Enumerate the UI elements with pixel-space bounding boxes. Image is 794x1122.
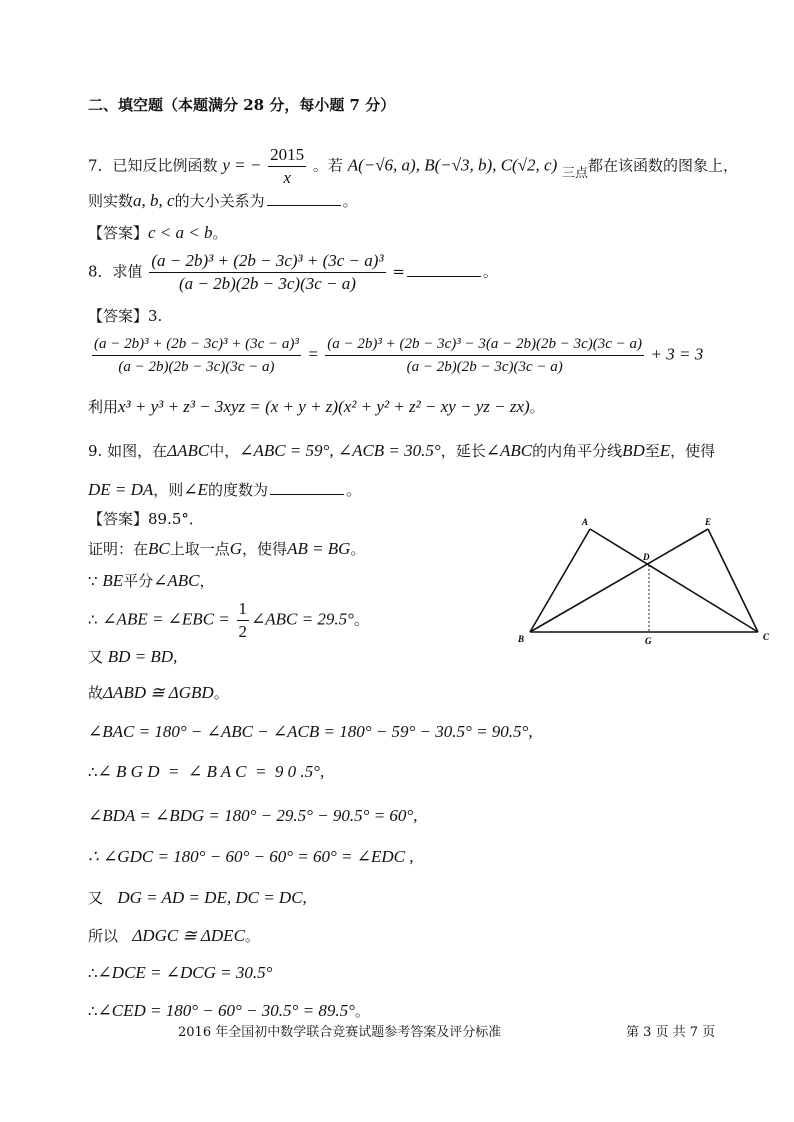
q7-points-suffix: 三点 xyxy=(562,165,589,181)
proof-math: ∠DCE = ∠DCG = 30.5° xyxy=(97,963,273,982)
q7-line2-tail: 的大小关系为 xyxy=(174,192,265,210)
q9-ext: ，延长 xyxy=(440,442,486,460)
q9-prefix: 9. 如图，在 xyxy=(88,442,168,460)
q8-eq: = xyxy=(392,262,405,281)
proof-text: ，使得 xyxy=(242,540,288,558)
q7-line2 xyxy=(88,189,358,212)
footer-page: 第 3 页 共 7 页 xyxy=(626,1025,716,1040)
q7-mid: 。若 xyxy=(312,156,343,175)
q8-answer-blank xyxy=(407,260,481,277)
label-a: A xyxy=(582,517,589,527)
q9-angle-abc: ∠ABC xyxy=(485,441,533,460)
label-e: E xyxy=(705,517,712,527)
proof-math: G xyxy=(229,539,243,558)
q9-line2-tail: 的度数为 xyxy=(207,481,268,499)
q7-frac-den: x xyxy=(283,168,291,187)
proof-text: ∴ xyxy=(88,610,103,629)
proof-text: 。 xyxy=(244,927,260,945)
q9-angles: ∠ABC = 59°, ∠ACB = 30.5° xyxy=(239,441,441,460)
proof-line-8 xyxy=(88,846,414,868)
proof-line-3 xyxy=(88,646,177,668)
q8-sol-num1: (a − 2b)³ + (2b − 3c)³ + (3c − a)³ xyxy=(92,333,301,356)
proof-line-12 xyxy=(88,1000,370,1022)
triangle-figure xyxy=(510,512,780,652)
q9-zhong: 中， xyxy=(209,442,240,460)
proof-math: ∠CED = 180° − 60° − 30.5° = 89.5° xyxy=(97,1001,355,1020)
proof-line-0 xyxy=(88,538,365,560)
label-c: C xyxy=(763,632,770,642)
q8-question xyxy=(88,250,498,295)
footer-title: 2016 年全国初中数学联合竞赛试题参考答案及评分标准 xyxy=(178,1025,502,1040)
q8-sol-frac2 xyxy=(325,333,644,378)
q7-line1 xyxy=(88,144,738,189)
q9-shide: ，使得 xyxy=(670,442,716,460)
q8-identity-math: x³ + y³ + z³ − 3xyz = (x + y + z)(x² + y² + z² − xy − yz − zx) xyxy=(118,397,530,416)
q7-answer-end: 。 xyxy=(212,224,228,242)
half-tail: ∠ABC = 29.5° xyxy=(251,609,354,629)
proof-math: DG = AD = DE, DC = DC, xyxy=(117,888,307,907)
proof-text: 所以 xyxy=(88,927,133,945)
proof-text: ， xyxy=(199,572,215,590)
q9-e: E xyxy=(659,441,671,460)
proof-text: ∴ xyxy=(88,964,98,982)
proof-line-9 xyxy=(88,887,307,909)
q8-answer-value: 3. xyxy=(148,307,163,325)
q9-tri: ΔABC xyxy=(167,441,210,460)
section-title: 二、填空题（本题满分 28 分，每小题 7 分） xyxy=(88,96,396,114)
proof-text: 上取一点 xyxy=(169,540,230,558)
proof-math: BE xyxy=(102,571,124,590)
proof-text: 又 xyxy=(88,648,108,666)
proof-text: ∴ xyxy=(88,763,98,781)
proof-text: 平分 xyxy=(123,572,154,590)
segment-ab xyxy=(530,529,590,632)
q7-tail: 都在该函数的图象上， xyxy=(588,156,739,175)
proof-text: 。 xyxy=(354,1002,370,1020)
proof-text: 故 xyxy=(88,684,104,702)
q9-line2-math: DE = DA xyxy=(88,480,154,499)
q7-answer-blank xyxy=(267,189,341,206)
proof-math: ∠ B G D = ∠ B A C = 9 0 .5°, xyxy=(97,762,325,781)
q8-identity-end: 。 xyxy=(529,398,545,416)
proof-line-5 xyxy=(88,721,533,743)
proof-math: BD = BD, xyxy=(107,647,178,666)
proof-line-4 xyxy=(88,682,229,704)
q9-line2-end: 。 xyxy=(345,481,361,499)
proof-line-6 xyxy=(88,761,324,783)
proof-text: 。 xyxy=(350,540,366,558)
q7-line2-math: a, b, c xyxy=(133,191,175,210)
q8-frac-num: (a − 2b)³ + (2b − 3c)³ + (3c − a)³ xyxy=(149,250,385,273)
proof-math: ∠BAC = 180° − ∠ABC − ∠ACB = 180° − 59° − 30.5° = 90.5°, xyxy=(88,722,533,741)
q9-line2-text: ，则 xyxy=(153,481,184,499)
proof-math: AB = BG xyxy=(287,539,351,558)
q7-func-lhs: y = − xyxy=(222,155,262,175)
q7-number: 7．已知反比例函数 xyxy=(88,156,218,175)
q8-sol-num2: (a − 2b)³ + (2b − 3c)³ − 3(a − 2b)(2b − 3c)(3c − a) xyxy=(325,333,644,356)
proof-text: 证明：在 xyxy=(88,540,149,558)
q8-sol-den1: (a − 2b)(2b − 3c)(3c − a) xyxy=(118,359,275,375)
q9-bisector: 的内角平分线 xyxy=(532,442,623,460)
q7-answer-math: c < a < b xyxy=(148,223,213,242)
q7-line2-text: 则实数 xyxy=(88,192,134,210)
q8-sol-eq: = xyxy=(307,344,319,364)
label-d: D xyxy=(643,552,650,562)
q9-line2 xyxy=(88,478,361,501)
q7-answer xyxy=(88,222,228,244)
q8-sol-den2: (a − 2b)(2b − 3c)(3c − a) xyxy=(406,359,563,375)
proof-line-1 xyxy=(88,570,214,592)
proof-math: ∴ ∠GDC = 180° − 60° − 60° = 60° = ∠EDC , xyxy=(88,847,414,866)
q8-solution xyxy=(90,333,703,378)
proof-text: 又 xyxy=(88,889,118,907)
half-fraction xyxy=(237,598,250,643)
proof-math: ∠ABC xyxy=(153,571,200,590)
proof-text: ∵ xyxy=(88,572,103,590)
q7-points: A(−√6, a), B(−√3, b), C(√2, c) xyxy=(347,155,558,175)
proof-math: ∠ABE = ∠EBC = xyxy=(102,609,230,629)
half-num: 1 xyxy=(237,598,250,621)
q8-sol-frac1 xyxy=(92,333,301,378)
q8-identity-label: 利用 xyxy=(88,398,119,416)
half-end: 。 xyxy=(353,610,369,629)
q8-answer xyxy=(88,305,162,327)
q9-angle-e: ∠E xyxy=(183,480,208,499)
q9-zhi: 至 xyxy=(644,442,660,460)
q7-line2-end: 。 xyxy=(342,192,358,210)
q8-answer-label: 【答案】 xyxy=(88,307,149,325)
q8-end: 。 xyxy=(482,262,498,281)
proof-text: ∴ xyxy=(88,1002,98,1020)
label-b: B xyxy=(518,634,525,644)
q9-line1 xyxy=(88,440,715,462)
q8-sol-tail: + 3 = 3 xyxy=(650,344,704,364)
q8-identity xyxy=(88,396,545,418)
q9-bd: BD xyxy=(622,441,645,460)
proof-line-2 xyxy=(88,598,369,643)
proof-math: ∠BDA = ∠BDG = 180° − 29.5° − 90.5° = 60°, xyxy=(88,806,418,825)
label-g: G xyxy=(645,636,652,646)
q8-prefix: 8．求值 xyxy=(88,262,143,281)
q8-frac-den: (a − 2b)(2b − 3c)(3c − a) xyxy=(178,274,356,293)
q9-answer-blank xyxy=(270,478,344,495)
q7-fraction xyxy=(268,144,306,189)
q9-answer-label: 【答案】 xyxy=(88,510,149,528)
proof-line-7 xyxy=(88,805,417,827)
proof-line-11 xyxy=(88,962,272,984)
q8-fraction xyxy=(149,250,385,295)
q7-frac-num: 2015 xyxy=(268,144,306,167)
q9-answer-value: 89.5°． xyxy=(148,510,204,528)
segment-be xyxy=(530,529,708,632)
proof-math: ΔDGC ≅ ΔDEC xyxy=(132,926,245,945)
proof-math: BC xyxy=(148,539,170,558)
proof-text: 。 xyxy=(213,684,229,702)
q9-answer xyxy=(88,508,204,530)
proof-math: ΔABD ≅ ΔGBD xyxy=(103,683,214,702)
half-den: 2 xyxy=(238,622,248,641)
proof-line-10 xyxy=(88,925,260,947)
q7-answer-label: 【答案】 xyxy=(88,224,149,242)
